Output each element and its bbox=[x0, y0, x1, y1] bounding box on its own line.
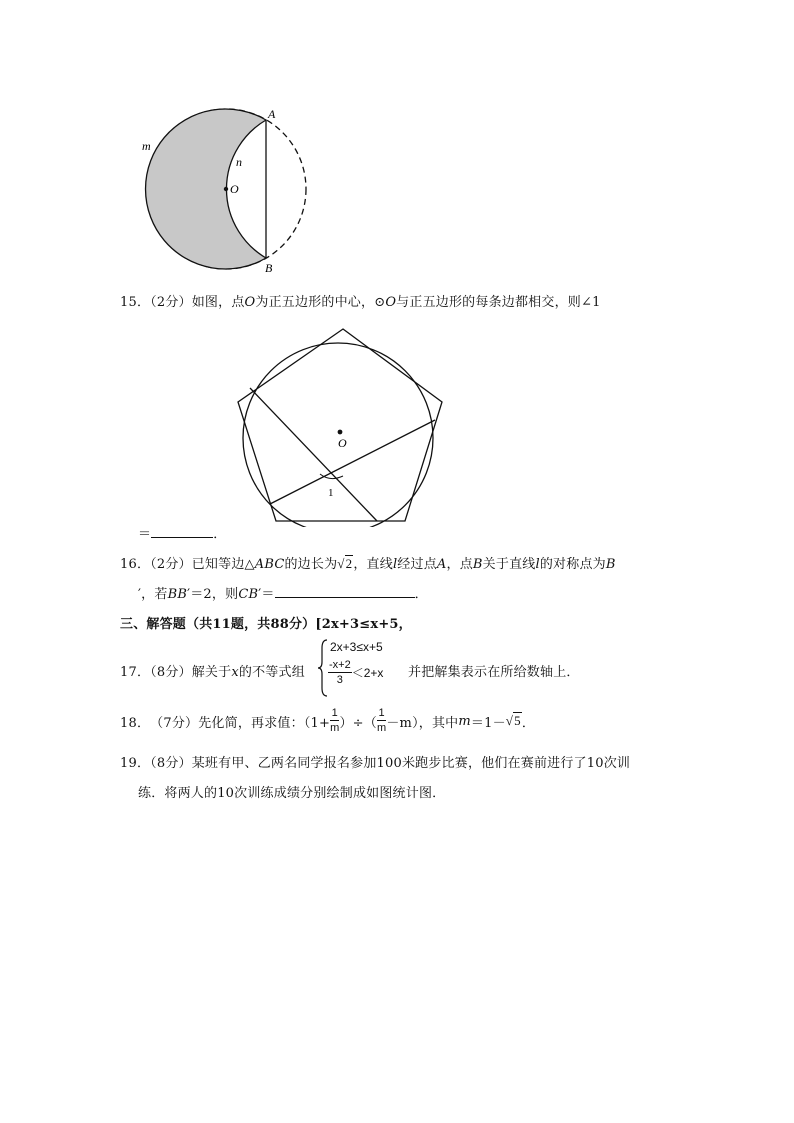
q19-line1: 某班有甲、乙两名同学报名参加100米跑步比赛，他们在赛前进行了10次训 bbox=[191, 756, 631, 771]
section-3-title: 三、解答题（共11题，共88分） bbox=[120, 617, 316, 632]
question-17 bbox=[120, 661, 305, 680]
q17-inequality-system bbox=[318, 638, 414, 698]
angle-1-arc bbox=[320, 474, 343, 479]
q16-text1: 已知等边△ bbox=[191, 557, 255, 572]
q17-frac-num: -x+2 bbox=[329, 659, 351, 671]
chord-right bbox=[270, 420, 435, 504]
q16-text4: 经过点 bbox=[397, 557, 437, 572]
q18-frac1-num: 1 bbox=[331, 707, 338, 719]
q16-cb: CB bbox=[238, 587, 259, 602]
section-3-heading bbox=[120, 613, 412, 632]
q18-sqrt: √5 bbox=[505, 713, 521, 728]
q17-fraction bbox=[328, 660, 352, 686]
q16-text2: 的边长为 bbox=[284, 557, 338, 572]
q15-text-pre: 如图，点 bbox=[191, 295, 245, 310]
q16-prime: ′ bbox=[138, 587, 142, 602]
q18-fraction-2 bbox=[377, 708, 386, 734]
q16-end: ． bbox=[414, 587, 428, 602]
q15-answer-suffix: ． bbox=[213, 527, 227, 542]
question-16-line2 bbox=[138, 583, 428, 602]
q16-line2-text2: ′＝2，则 bbox=[187, 587, 239, 602]
q17-x: x bbox=[231, 665, 239, 680]
crescent-figure bbox=[120, 100, 330, 280]
q18-frac2-num: 1 bbox=[378, 707, 385, 719]
q16-abc: ABC bbox=[254, 557, 285, 572]
regular-pentagon bbox=[238, 329, 442, 521]
q18-text1: 先化简，再求值：（1+ bbox=[198, 715, 331, 731]
q16-a: A bbox=[436, 557, 447, 572]
q18-sqrt-value: 5 bbox=[514, 713, 521, 728]
q18-frac2-den: m bbox=[376, 722, 387, 734]
q16-answer-blank[interactable] bbox=[275, 585, 415, 598]
section-3-extra: [2x+3≤x+5， bbox=[315, 617, 412, 632]
q18-frac1-den: m bbox=[330, 722, 340, 734]
label-a: A bbox=[268, 107, 276, 121]
q18-number: 18． bbox=[120, 715, 151, 731]
q16-sqrt: √2 bbox=[337, 556, 353, 571]
q17-number: 17． bbox=[120, 665, 151, 680]
q18-score: （7分） bbox=[150, 715, 199, 731]
q16-number: 16． bbox=[120, 557, 151, 572]
q16-line2-text1: ，若 bbox=[141, 587, 168, 602]
q18-text3: －m），其中 bbox=[386, 715, 459, 731]
label-n: n bbox=[236, 155, 242, 169]
q19-line2: 练．将两人的10次训练成绩分别绘制成如图统计图． bbox=[138, 786, 446, 801]
label-b: B bbox=[265, 261, 273, 275]
q18-m: m bbox=[458, 713, 471, 729]
label-angle-1: 1 bbox=[328, 487, 334, 499]
q17-text2: 的不等式组 bbox=[238, 665, 305, 680]
pentagon-figure bbox=[230, 322, 450, 527]
q16-l: l bbox=[392, 557, 398, 572]
q15-text-mid: 为正五边形的中心，⊙ bbox=[255, 295, 386, 310]
q17-text1: 解关于 bbox=[191, 665, 232, 680]
q16-l2: l bbox=[535, 557, 540, 572]
q15-o: O bbox=[244, 295, 256, 310]
q15-score: （2分） bbox=[150, 295, 192, 310]
q16-line2-text3: ′＝ bbox=[258, 587, 275, 602]
q16-text6: 关于直线 bbox=[482, 557, 536, 572]
q18-text2: ）÷（ bbox=[339, 715, 377, 731]
q17-frac-den: 3 bbox=[336, 674, 343, 686]
label-o: O bbox=[230, 182, 239, 196]
q16-b: B bbox=[472, 557, 483, 572]
q18-fraction-1 bbox=[330, 708, 339, 734]
q16-text7: 的对称点为 bbox=[539, 557, 606, 572]
q17-ineq2 bbox=[328, 660, 383, 686]
q15-answer-prefix: ＝ bbox=[138, 527, 152, 542]
q16-bb: BB bbox=[167, 587, 188, 602]
q15-answer bbox=[138, 523, 226, 542]
q18-text4: ＝1－ bbox=[470, 715, 506, 731]
label-o: O bbox=[338, 436, 347, 450]
question-15 bbox=[120, 291, 601, 310]
center-point-o bbox=[338, 430, 343, 435]
q19-score: （8分） bbox=[150, 756, 192, 771]
q15-number: 15． bbox=[120, 295, 151, 310]
q15-text-post: 与正五边形的每条边都相交，则∠1 bbox=[396, 295, 601, 310]
question-16-line1 bbox=[120, 553, 616, 572]
shaded-crescent bbox=[146, 109, 266, 269]
q15-answer-blank[interactable] bbox=[151, 525, 213, 538]
q16-text5: ，点 bbox=[446, 557, 473, 572]
q17-ineq1: 2x+3≤x+5 bbox=[330, 640, 383, 654]
q16-score: （2分） bbox=[150, 557, 192, 572]
q16-text3: ，直线 bbox=[353, 557, 393, 572]
q19-number: 19． bbox=[120, 756, 151, 771]
q18-end: ． bbox=[521, 715, 536, 731]
q16-sqrt-value: 2 bbox=[345, 556, 353, 571]
question-19-line2 bbox=[138, 782, 445, 801]
center-point-o bbox=[224, 187, 228, 191]
question-18 bbox=[120, 704, 535, 738]
brace-icon bbox=[318, 638, 328, 698]
question-19-line1 bbox=[120, 752, 630, 771]
q17-ineq2-rest: ＜2+x bbox=[351, 666, 384, 680]
q17-score: （8分） bbox=[150, 665, 192, 680]
q17-text3: 并把解集表示在所给数轴上． bbox=[408, 665, 580, 680]
q16-b2: B bbox=[605, 557, 616, 572]
label-m: m bbox=[142, 139, 151, 153]
q15-o2: O bbox=[385, 295, 397, 310]
